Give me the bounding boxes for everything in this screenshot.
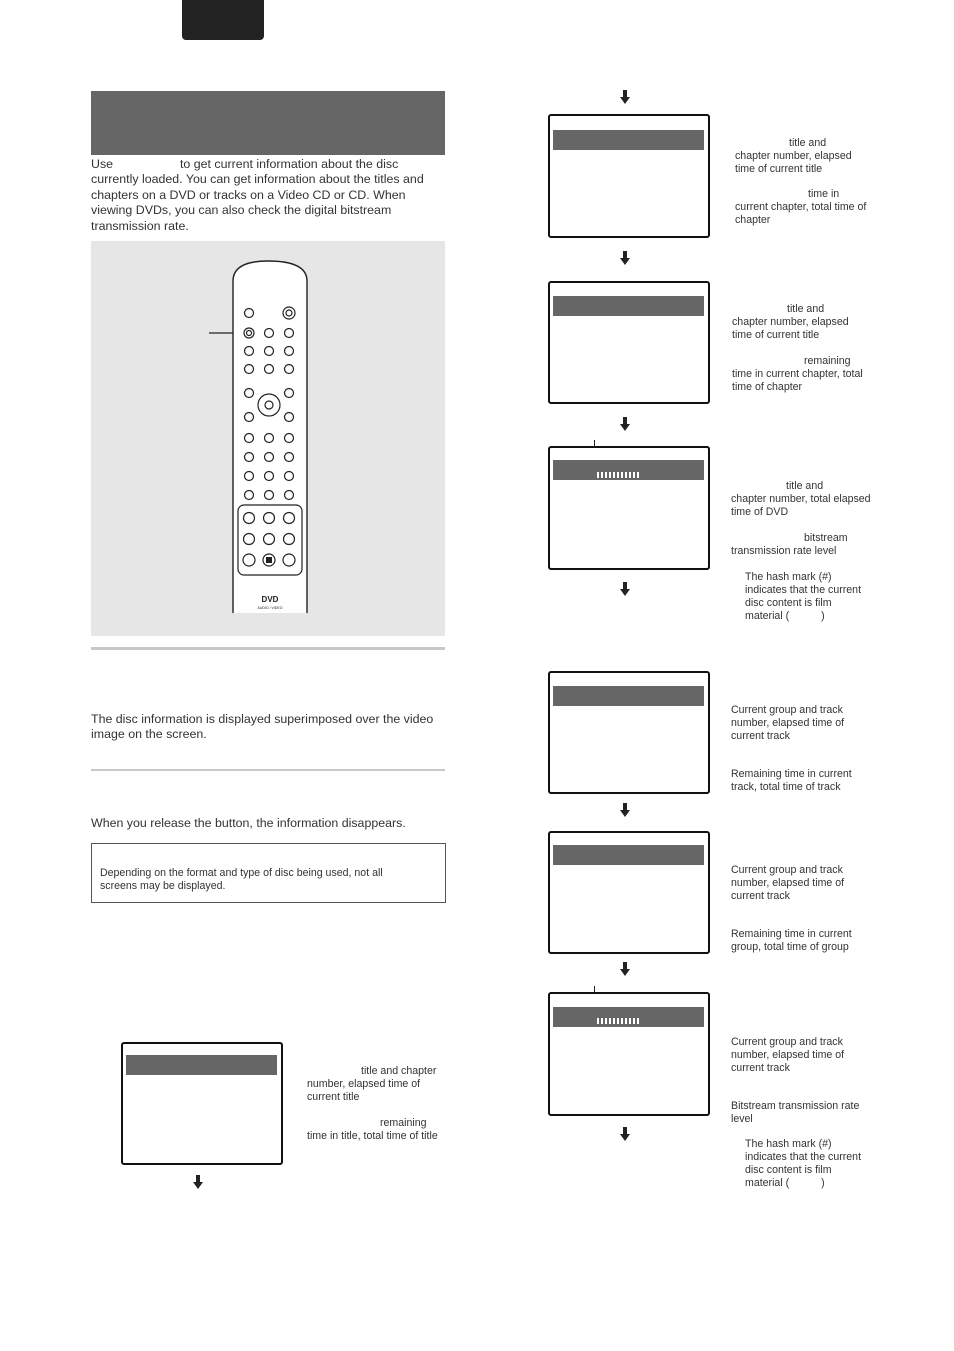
caption-line: title and chapter <box>361 1065 437 1077</box>
down-arrow-icon <box>620 90 630 104</box>
down-arrow-icon <box>193 1175 203 1189</box>
caption-line: title and <box>786 480 824 492</box>
caption-line: Remaining time in current group, total time of group <box>731 928 852 953</box>
screen-info-bar <box>553 845 704 865</box>
screen-info-bar <box>553 686 704 706</box>
step-divider-2 <box>91 769 445 771</box>
remote-control-illustration <box>91 241 445 636</box>
caption-line: remaining <box>804 355 851 367</box>
hash-note <box>731 1138 863 1190</box>
tv-screen-cd-2 <box>548 831 710 954</box>
down-arrow-icon <box>620 803 630 817</box>
tv-screen-cd-3 <box>548 992 710 1116</box>
hash-note-close: ) <box>821 1177 825 1189</box>
intro-paragraph <box>91 157 447 234</box>
caption-dvd-screen-3 <box>731 480 871 623</box>
intro-text: to get current information about the disc currently loaded. You can get information about the titles and chapters on a DVD or tracks on a Video CD or CD. When viewing DVDs, you can also check the digital bitstream transmission rate. <box>91 157 424 233</box>
down-arrow-icon <box>620 251 630 265</box>
tv-screen-cd-1 <box>548 671 710 794</box>
caption-line: remaining <box>380 1117 427 1129</box>
tv-screen-dvd-1 <box>548 114 710 238</box>
step-divider-1 <box>91 647 445 650</box>
caption-dvd-screen-1 <box>735 137 870 227</box>
screen-info-bar <box>553 296 704 316</box>
bitstream-level-indicator <box>597 1018 639 1024</box>
dvd-logo-sub: AUDIO / VIDEO <box>257 606 283 610</box>
caption-line: time in <box>808 188 840 200</box>
hash-note <box>731 571 863 623</box>
caption-dvd-screen-2 <box>732 303 870 394</box>
caption-line: chapter number, total elapsed time of DVD <box>731 493 871 518</box>
caption-line: Current group and track number, elapsed time of current track <box>731 864 845 902</box>
caption-cd-screen-1 <box>731 704 871 794</box>
bitstream-level-indicator <box>597 472 639 478</box>
screen-info-bar <box>553 460 704 480</box>
tv-screen-dvd-2 <box>548 281 710 404</box>
down-arrow-icon <box>620 962 630 976</box>
caption-line: Bitstream transmission rate level <box>731 1100 860 1125</box>
note-text: Depending on the format and type of disc being used, not all screens may be displayed. <box>100 867 383 892</box>
caption-line: bitstream <box>804 532 848 544</box>
intro-use-word: Use <box>91 157 114 171</box>
remote-illustration-panel <box>91 241 445 636</box>
caption-cd-screen-3 <box>731 1036 871 1190</box>
screen-info-bar <box>553 1007 704 1027</box>
caption-line: Current group and track number, elapsed time of current track <box>731 1036 845 1074</box>
dvd-logo: DVD <box>261 595 279 604</box>
hash-note-text: The hash mark (#) indicates that the current disc content is film material ( <box>745 1138 862 1189</box>
caption-cd-screen-2 <box>731 864 871 954</box>
caption-line: transmission rate level <box>731 545 837 557</box>
hash-note-text: The hash mark (#) indicates that the current disc content is film material ( <box>745 571 862 622</box>
caption-line: chapter number, elapsed time of current title <box>732 316 849 341</box>
note-box <box>91 843 446 903</box>
caption-line: number, elapsed time of current title <box>307 1078 421 1103</box>
down-arrow-icon <box>620 582 630 596</box>
caption-line: time in title, total time of title <box>307 1130 438 1142</box>
caption-line: title and <box>787 303 825 315</box>
screen-info-bar <box>126 1055 277 1075</box>
caption-line: chapter number, elapsed time of current title <box>735 150 852 175</box>
caption-line: title and <box>789 137 827 149</box>
page-tab <box>182 0 264 40</box>
caption-line: Remaining time in current track, total time of track <box>731 768 852 793</box>
section-header-band <box>91 91 445 155</box>
hash-note-close: ) <box>821 610 825 622</box>
screen-info-bar <box>553 130 704 150</box>
down-arrow-icon <box>620 1127 630 1141</box>
caption-line: time in current chapter, total time of chapter <box>732 368 863 393</box>
caption-line: Current group and track number, elapsed time of current track <box>731 704 845 742</box>
step2-text: When you release the button, the information disappears. <box>91 816 406 830</box>
down-arrow-icon <box>620 417 630 431</box>
caption-left-screen <box>307 1065 447 1143</box>
tv-screen-dvd-3 <box>548 446 710 570</box>
caption-line: current chapter, total time of chapter <box>735 201 867 226</box>
step1-text: The disc information is displayed superimposed over the video image on the screen. <box>91 712 434 742</box>
tv-screen-title-info <box>121 1042 283 1165</box>
